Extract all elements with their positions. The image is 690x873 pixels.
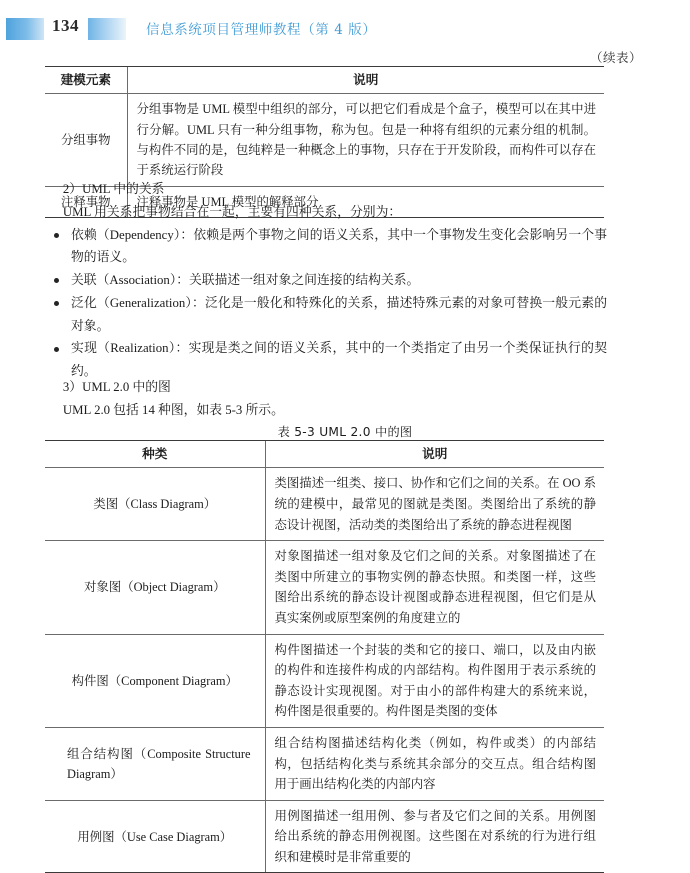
cell-kind [45, 727, 265, 800]
cell-desc: 对象图描述一组对象及它们之间的关系。对象图描述了在类图中所建立的事物实例的静态快照。和类图一样，这些图给出系统的静态设计视图或静态进程视图，但它们是从真实案例或原型案例的角度建立的 [265, 541, 604, 634]
table-row [45, 727, 604, 800]
table-row [45, 94, 604, 186]
cell-desc: 注释事物是 UML 模型的解释部分 [127, 186, 604, 217]
table-uml20-diagrams [45, 440, 604, 873]
section-heading-relations: 2）UML 中的关系 [62, 182, 165, 196]
table-row [45, 541, 604, 634]
list-item [45, 269, 607, 292]
cell-kind: 类图（Class Diagram） [45, 468, 265, 541]
cell-desc: 类图描述一组类、接口、协作和它们之间的关系。在 OO 系统的建模中，最常见的图就是类图。类图给出了系统的静态设计视图，活动类的类图给出了系统的静态进程视图 [265, 468, 604, 541]
list-item [45, 224, 607, 270]
bullet-dot-icon [54, 347, 59, 352]
cell-desc: 用例图描述一组用例、参与者及它们之间的关系。用例图给出系统的静态用例视图。这些图在对系统的行为进行组织和建模时是非常重要的 [265, 800, 604, 873]
cell-kind-text: 组合结构图（Composite Structure Diagram） [67, 746, 251, 781]
bullet-dot-icon [54, 278, 59, 283]
list-item-text: 泛化（Generalization）：泛化是一般化和特殊化的关系，描述特殊元素的对象可替换一般元素的对象。 [71, 295, 607, 333]
section-intro-relations: UML 用关系把事物结合在一起，主要有四种关系，分别为： [62, 204, 402, 219]
cell-kind: 注释事物 [45, 186, 127, 217]
section-uml-diagrams [45, 376, 607, 422]
section-heading-diagrams: 3）UML 2.0 中的图 [62, 380, 171, 394]
section-uml-relations [45, 178, 607, 383]
list-item [45, 292, 607, 338]
book-title: 信息系统项目管理师教程（第 4 版） [146, 22, 377, 38]
table-header-row [45, 441, 604, 468]
cell-desc: 分组事物是 UML 模型中组织的部分，可以把它们看成是个盒子，模型可以在其中进行分解。UML 只有一种分组事物，称为包。包是一种将有组织的元素分组的机制。与构件不同的是，包纯粹是一种概念上的事物，只存在于开发阶段，而构件可以存在于系统运行阶段 [127, 94, 604, 186]
table-row [45, 634, 604, 727]
relations-bullet-list [45, 224, 607, 383]
column-header-kind: 种类 [45, 441, 265, 468]
column-header-kind: 建模元素 [45, 67, 127, 94]
cell-desc: 组合结构图描述结构化类（例如，构件或类）的内部结构，包括结构化类与系统其余部分的交互点。组合结构图用于画出结构化类的内部内容 [265, 727, 604, 800]
bullet-dot-icon [54, 233, 59, 238]
list-item-text: 依赖（Dependency）：依赖是两个事物之间的语义关系，其中一个事物发生变化会影响另一个事物的语义。 [71, 227, 607, 265]
cell-kind: 分组事物 [45, 94, 127, 186]
page-number: 134 [52, 16, 79, 35]
running-head [0, 16, 690, 42]
table-row [45, 468, 604, 541]
cell-kind: 用例图（Use Case Diagram） [45, 800, 265, 873]
column-header-desc: 说明 [127, 67, 604, 94]
header-accent-bar-left [6, 18, 44, 40]
list-item-text: 实现（Realization）：实现是类之间的语义关系，其中的一个类指定了由另一个类保证执行的契约。 [71, 341, 607, 379]
column-header-desc: 说明 [265, 441, 604, 468]
cell-kind: 构件图（Component Diagram） [45, 634, 265, 727]
bullet-dot-icon [54, 301, 59, 306]
table-header-row [45, 67, 604, 94]
table-caption: 表 5-3 UML 2.0 中的图 [277, 425, 413, 439]
list-item-text: 关联（Association）：关联描述一组对象之间连接的结构关系。 [71, 273, 420, 288]
section-intro-diagrams: UML 2.0 包括 14 种图，如表 5-3 所示。 [62, 402, 284, 417]
header-accent-bar-right [88, 18, 126, 40]
table-row [45, 800, 604, 873]
cell-kind: 对象图（Object Diagram） [45, 541, 265, 634]
cell-desc: 构件图描述一个封装的类和它的接口、端口，以及由内嵌的构件和连接件构成的内部结构。构件图用于表示系统的静态设计实现视图。对于由小的部件构建大的系统来说，构件图是很重要的。构件图是类图的变体 [265, 634, 604, 727]
continued-table-note: （续表） [589, 51, 642, 65]
